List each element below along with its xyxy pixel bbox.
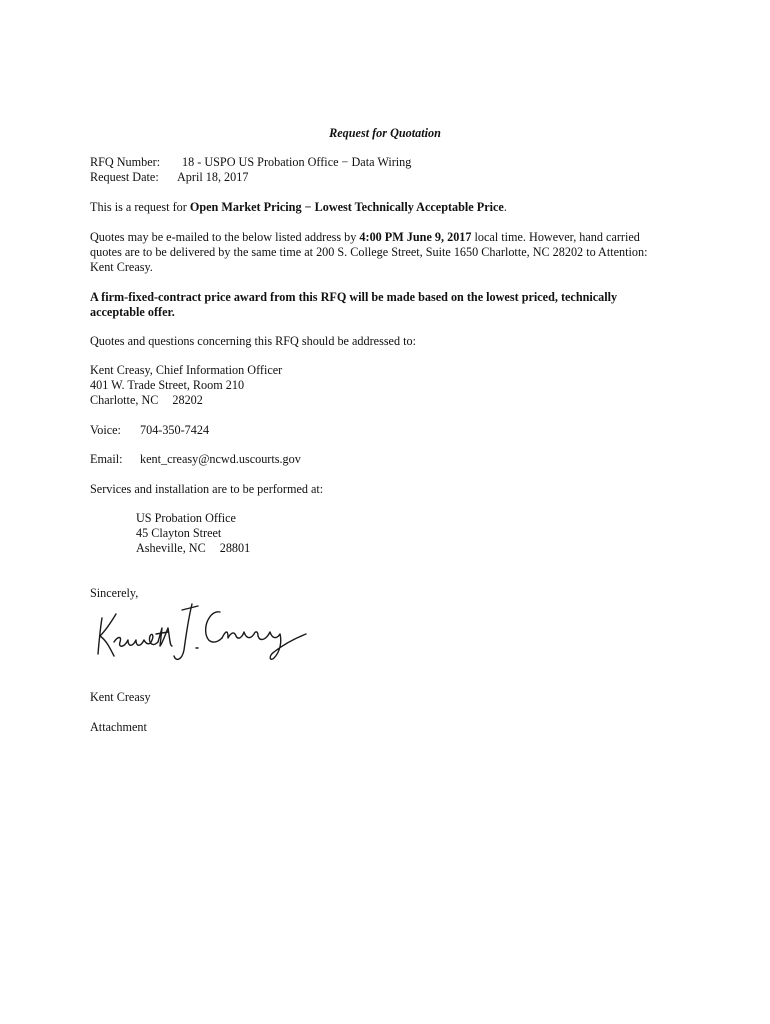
award-line-2: acceptable offer. bbox=[90, 305, 175, 319]
site-street: 45 Clayton Street bbox=[136, 526, 222, 540]
award-line-1: A firm-fixed-contract price award from this RFQ will be made based on the lowest priced, technically bbox=[90, 290, 618, 304]
intro-prefix: This is a request for bbox=[90, 200, 190, 214]
contact-city-row bbox=[90, 393, 690, 408]
signature bbox=[92, 598, 312, 668]
site-zip: 28801 bbox=[219, 541, 251, 555]
site-city-row bbox=[136, 541, 736, 556]
quotes-prefix: Quotes may be e-mailed to the below listed address by bbox=[90, 230, 360, 244]
address-intro: Quotes and questions concerning this RFQ should be addressed to: bbox=[90, 334, 416, 348]
email-value[interactable]: kent_creasy@ncwd.uscourts.gov bbox=[140, 452, 301, 466]
site-city: Asheville, NC bbox=[136, 541, 206, 555]
site-address bbox=[136, 511, 736, 556]
closing: Sincerely, bbox=[90, 586, 139, 600]
rfq-number-row bbox=[90, 155, 690, 170]
document-title: Request for Quotation bbox=[329, 126, 441, 140]
request-date-label: Request Date: bbox=[90, 170, 159, 184]
attachment-note: Attachment bbox=[90, 720, 147, 734]
services-intro: Services and installation are to be performed at: bbox=[90, 482, 324, 496]
voice-row bbox=[90, 423, 690, 438]
contact-address bbox=[90, 363, 690, 408]
intro-bold: Open Market Pricing − Lowest Technically Acceptable Price bbox=[189, 200, 504, 214]
voice-value: 704-350-7424 bbox=[140, 423, 210, 437]
intro-suffix: . bbox=[503, 200, 507, 214]
intro-paragraph bbox=[90, 200, 690, 215]
award-paragraph bbox=[90, 290, 690, 320]
contact-city: Charlotte, NC bbox=[90, 393, 159, 407]
rfq-number-label: RFQ Number: bbox=[90, 155, 161, 169]
contact-name: Kent Creasy, Chief Information Officer bbox=[90, 363, 283, 377]
quotes-line-3: Kent Creasy. bbox=[90, 260, 153, 274]
email-label: Email: bbox=[90, 452, 123, 466]
quotes-line-2: quotes are to be delivered by the same time at 200 S. College Street, Suite 1650 Charlotte, NC 28202 to Attention: bbox=[90, 245, 648, 259]
site-name: US Probation Office bbox=[136, 511, 236, 525]
quotes-paragraph bbox=[90, 230, 690, 275]
signer-name: Kent Creasy bbox=[90, 690, 151, 704]
contact-street: 401 W. Trade Street, Room 210 bbox=[90, 378, 245, 392]
contact-zip: 28202 bbox=[172, 393, 203, 407]
rfq-number-value: 18 - USPO US Probation Office − Data Wiring bbox=[182, 155, 412, 169]
request-date-row bbox=[90, 170, 690, 185]
request-date-value: April 18, 2017 bbox=[177, 170, 249, 184]
rfq-info bbox=[90, 155, 690, 185]
quotes-line-1 bbox=[90, 230, 690, 245]
voice-label: Voice: bbox=[90, 423, 121, 437]
quotes-deadline: 4:00 PM June 9, 2017 bbox=[359, 230, 472, 244]
email-row bbox=[90, 452, 690, 467]
quotes-line1-suffix: local time. However, hand carried bbox=[471, 230, 640, 244]
